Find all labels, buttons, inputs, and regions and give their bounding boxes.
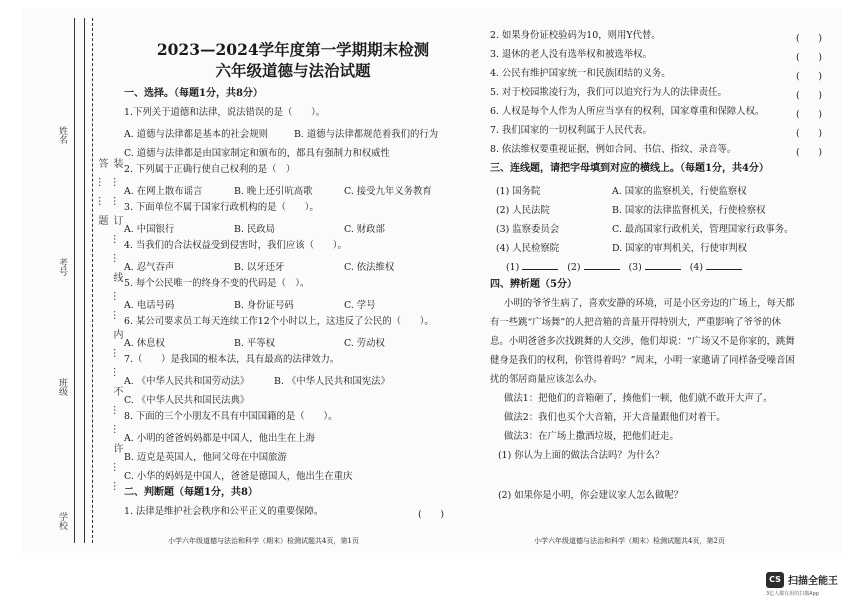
- judgement-5: 5. 对于校园欺凌行为，我们可以追究行为人的法律责任。: [490, 87, 727, 98]
- match-right-d: D. 国家的审判机关，行使审判权: [612, 243, 748, 254]
- method-2: 做法2：我们也买个大音箱，开大音量跟他们对着干。: [504, 412, 726, 423]
- passage-line: 息。小明爸爸多次找跳舞的人交涉，他们却说：“广场又不是你家的，跳舞: [490, 336, 795, 347]
- q7-option-a: A. 《中华人民共和国劳动法》: [124, 376, 250, 387]
- q5-option-c: C. 学号: [344, 300, 376, 311]
- answer-parentheses: ( ): [796, 52, 823, 63]
- judgement-6: 6. 人权是每个人作为人所应当享有的权利，国家尊重和保障人权。: [490, 106, 765, 117]
- q6-option-b: B. 平等权: [234, 338, 275, 349]
- exam-subtitle: 六年级道德与法治试题: [215, 61, 371, 80]
- answer-parentheses: ( ): [796, 109, 823, 120]
- discussion-question-2: (2) 如果你是小明，你会建议家人怎么做呢？: [498, 490, 684, 501]
- question-4: 4. 当我们的合法权益受到侵害时，我们应该（ ）。: [124, 240, 347, 251]
- q8-option-c: C. 小华的妈妈是中国人，爸爸是德国人，他出生在重庆: [124, 471, 353, 482]
- q5-option-a: A. 电话号码: [124, 300, 175, 311]
- binding-margin: [22, 8, 122, 553]
- exam-sheet: [22, 8, 842, 553]
- watermark-app-name: 扫描全能王: [788, 576, 838, 587]
- method-3: 做法3：在广场上撒酒垃圾，把他们赶走。: [504, 431, 679, 442]
- id-field-label: 考号: [57, 258, 67, 276]
- answer-parentheses: ( ): [796, 33, 823, 44]
- question-2: 2. 下列属于正确行使自己权利的是（ ）: [124, 164, 296, 175]
- q3-option-b: B. 民政局: [234, 224, 275, 235]
- judgement-7: 7. 我们国家的一切权利属于人民代表。: [490, 125, 652, 136]
- q6-option-c: C. 劳动权: [344, 338, 385, 349]
- judgement-4: 4. 公民有维护国家统一和民族团结的义务。: [490, 68, 671, 79]
- answer-2-blank[interactable]: [584, 260, 620, 270]
- passage-line: 有一些跳“广场舞”的人把音箱的音量开得特别大，严重影响了爷爷的休: [490, 317, 781, 328]
- question-3: 3. 下面单位不属于国家行政机构的是（ ）。: [124, 202, 319, 213]
- answer-1-blank[interactable]: [522, 260, 558, 270]
- class-field-label: 班级: [57, 378, 67, 396]
- q2-option-b: B. 晚上还引吭高歌: [234, 186, 313, 197]
- answer-4-blank[interactable]: [706, 260, 742, 270]
- question-8: 8. 下面的三个小朋友不具有中国国籍的是（ ）。: [124, 411, 338, 422]
- binding-line: [74, 18, 75, 543]
- page-2-footer: 小学六年级道德与法治和科学（期末）检测试题共4页，第2页: [534, 537, 725, 545]
- q8-option-a: A. 小明的爸爸妈妈都是中国人，他出生在上海: [124, 433, 315, 444]
- q5-option-b: B. 身份证号码: [234, 300, 294, 311]
- q2-option-c: C. 接受九年义务教育: [344, 186, 432, 197]
- answer-parentheses: ( ): [796, 128, 823, 139]
- section-1-heading: 一、选择。（每题1分，共8分）: [124, 88, 263, 99]
- page-1-footer: 小学六年级道德与法治和科学（期末）检测试题共4页，第1页: [168, 537, 359, 545]
- exam-title: 2023—2024学年度第一学期期末检测: [156, 40, 430, 59]
- answer-2-label: (2): [567, 262, 581, 273]
- answer-parentheses: ( ): [796, 90, 823, 101]
- answer-parentheses: ( ): [796, 71, 823, 82]
- q1-option-b: B. 道德与法律都规范着我们的行为: [294, 129, 439, 140]
- q6-option-a: A. 休息权: [124, 338, 165, 349]
- discussion-question-1: (1) 你认为上面的做法合法吗？为什么？: [498, 450, 665, 461]
- section-4-heading: 四、辨析题（5分）: [490, 279, 577, 290]
- name-field-label: 姓名: [57, 126, 67, 144]
- q1-option-c: C. 道德与法律都是由国家制定和颁布的，都具有强制力和权威性: [124, 148, 390, 159]
- q4-option-a: A. 忍气吞声: [124, 262, 175, 273]
- q7-option-b: B. 《中华人民共和国宪法》: [274, 376, 390, 387]
- answer-3-label: (3): [628, 262, 642, 273]
- q1-option-a: A. 道德与法律都是基本的社会规则: [124, 129, 268, 140]
- answer-parentheses: ( ): [796, 147, 823, 158]
- q3-option-a: A. 中国银行: [124, 224, 175, 235]
- page-1: [118, 8, 468, 553]
- q7-option-c: C. 《中华人民共和国民法典》: [124, 395, 250, 406]
- binding-dashed-line: [92, 18, 93, 543]
- section-2-heading: 二、判断题（每题1分，共8）: [124, 487, 258, 498]
- passage-line: 健身是我们的权利，你管得着吗？”周末，小明一家邀请了同样备受噪音困: [490, 355, 795, 366]
- question-7: 7.（ ）是我国的根本法，具有最高的法律效力。: [124, 354, 340, 365]
- match-right-a: A. 国家的监察机关，行使监察权: [612, 186, 747, 197]
- q3-option-c: C. 财政部: [344, 224, 385, 235]
- judgement-3: 3. 退休的老人没有选举权和被选举权。: [490, 49, 652, 60]
- camscanner-logo-icon: CS: [766, 572, 784, 588]
- q4-option-c: C. 依法维权: [344, 262, 395, 273]
- match-answer-row: [506, 260, 742, 273]
- answer-parentheses: ( ): [418, 509, 445, 520]
- match-left-4: (4) 人民检察院: [496, 243, 560, 254]
- q2-option-a: A. 在网上散布谣言: [124, 186, 203, 197]
- binding-seal-text: 装……订……线……内……不……许……答……题: [96, 158, 122, 500]
- school-field-label: 学校: [57, 512, 67, 530]
- match-left-1: (1) 国务院: [496, 186, 541, 197]
- passage-line: 扰的邻居商量应该怎么办。: [490, 374, 603, 385]
- match-left-3: (3) 监察委员会: [496, 224, 560, 235]
- question-5: 5. 每个公民唯一的终身不变的代码是（ ）。: [124, 278, 310, 289]
- scanner-watermark: [766, 570, 856, 600]
- binding-line: [84, 18, 85, 543]
- method-1: 做法1：把他们的音箱砸了，揍他们一顿，他们就不敢开大声了。: [504, 393, 773, 404]
- answer-1-label: (1): [506, 262, 520, 273]
- question-1: 1.下列关于道德和法律，说法错误的是（ ）。: [124, 107, 326, 118]
- q8-option-b: B. 迈克是英国人，他同父母在中国旅游: [124, 452, 287, 463]
- page-2: [484, 8, 834, 553]
- judgement-1: 1. 法律是维护社会秩序和公平正义的重要保障。: [124, 506, 324, 517]
- q4-option-b: B. 以牙还牙: [234, 262, 285, 273]
- answer-3-blank[interactable]: [645, 260, 681, 270]
- question-6: 6. 某公司要求员工每天连续工作12个小时以上，这违反了公民的（ ）。: [124, 316, 434, 327]
- judgement-8: 8. 依法维权要重视证据，例如合同、书信、指纹、录音等。: [490, 144, 737, 155]
- watermark-slogan: 3亿人都在用的扫描App: [766, 591, 819, 597]
- match-right-c: C. 最高国家行政机关，管理国家行政事务。: [612, 224, 794, 235]
- passage-line: 小明的爷爷生病了，喜欢安静的环境，可是小区旁边的广场上，每天都: [504, 298, 795, 309]
- match-right-b: B. 国家的法律监督机关，行使检察权: [612, 205, 766, 216]
- match-left-2: (2) 人民法院: [496, 205, 550, 216]
- judgement-2: 2. 如果身份证校验码为10，则用Y代替。: [490, 30, 661, 41]
- section-3-heading: 三、连线题，请把字母填到对应的横线上。（每题1分，共4分）: [490, 163, 769, 174]
- answer-4-label: (4): [689, 262, 704, 273]
